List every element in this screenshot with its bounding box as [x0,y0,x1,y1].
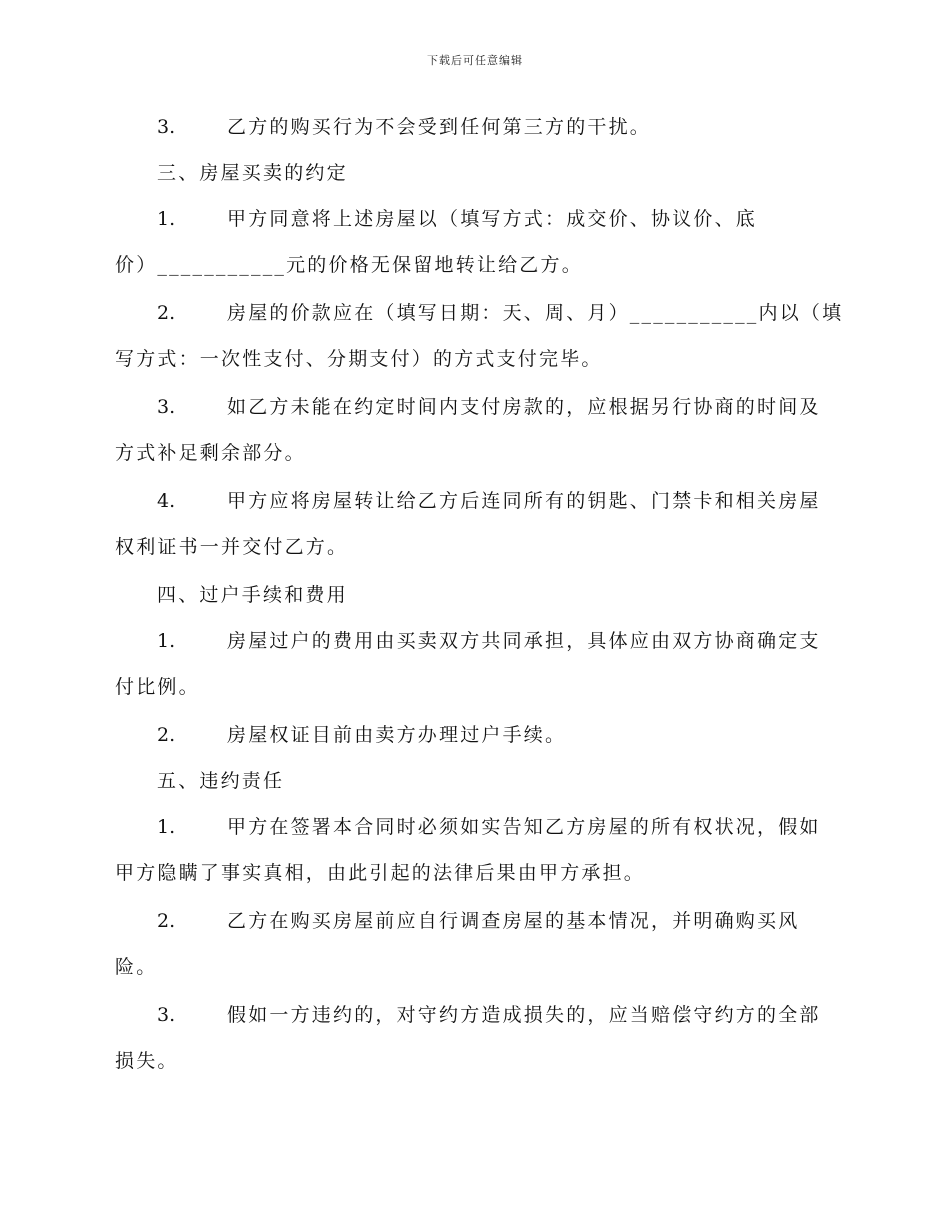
clause-continuation: 价）___________元的价格无保留地转让给乙方。 [115,254,583,276]
clause-number: 1. [157,816,176,838]
clause-text: 乙方在购买房屋前应自行调查房屋的基本情况，并明确购买风 [227,910,800,932]
clause-continuation: 甲方隐瞒了事实真相，由此引起的法律后果由甲方承担。 [115,862,646,884]
clause-2-3 [115,108,835,154]
clause-text: 乙方的购买行为不会受到任何第三方的干扰。 [227,116,652,138]
clause-5-1 [115,808,835,902]
clause-text: 房屋的价款应在（填写日期：天、周、月）___________内以（填 [227,302,844,324]
clause-4-1 [115,622,835,716]
clause-line [115,294,844,340]
clause-line [115,996,835,1042]
clause-number: 2. [157,724,176,746]
clause-continuation: 方式补足剩余部分。 [115,442,306,464]
clause-text: 甲方应将房屋转让给乙方后连同所有的钥匙、门禁卡和相关房屋 [227,490,821,512]
clause-line [115,716,835,762]
clause-3-3 [115,388,835,482]
clause-line [115,622,835,668]
clause-5-2 [115,902,835,996]
clause-text: 假如一方违约的，对守约方造成损失的，应当赔偿守约方的全部 [227,1004,821,1026]
clause-3-4 [115,482,835,576]
clause-text: 甲方同意将上述房屋以（填写方式：成交价、协议价、底 [227,208,758,230]
clause-4-2 [115,716,835,762]
document-body [115,108,844,1090]
clause-number: 1. [157,630,176,652]
clause-number: 3. [157,396,176,418]
clause-number: 2. [157,302,176,324]
section-heading: 五、违约责任 [157,770,285,792]
section-heading-4 [115,576,835,622]
clause-line [115,902,835,948]
clause-5-3 [115,996,835,1090]
section-heading-3 [115,154,835,200]
clause-number: 2. [157,910,176,932]
section-heading: 四、过户手续和费用 [157,584,348,606]
clause-number: 1. [157,208,176,230]
clause-continuation: 写方式：一次性支付、分期支付）的方式支付完毕。 [115,348,603,370]
clause-continuation: 权利证书一并交付乙方。 [115,536,349,558]
section-heading: 三、房屋买卖的约定 [157,162,348,184]
clause-continuation: 险。 [115,956,158,978]
clause-3-2 [115,294,844,388]
clause-line [115,388,835,434]
clause-continuation: 付比例。 [115,676,200,698]
clause-line [115,200,835,246]
clause-number: 4. [157,490,176,512]
clause-number: 3. [157,116,176,138]
clause-text: 如乙方未能在约定时间内支付房款的，应根据另行协商的时间及 [227,396,821,418]
clause-3-1 [115,200,835,294]
clause-line [115,108,835,154]
clause-line [115,808,835,854]
clause-number: 3. [157,1004,176,1026]
page-header: 下载后可任意编辑 [427,54,523,67]
clause-text: 甲方在签署本合同时必须如实告知乙方房屋的所有权状况，假如 [227,816,821,838]
clause-text: 房屋权证目前由卖方办理过户手续。 [227,724,567,746]
clause-text: 房屋过户的费用由买卖双方共同承担，具体应由双方协商确定支 [227,630,821,652]
section-heading-5 [115,762,835,808]
clause-continuation: 损失。 [115,1050,179,1072]
clause-line [115,482,835,528]
